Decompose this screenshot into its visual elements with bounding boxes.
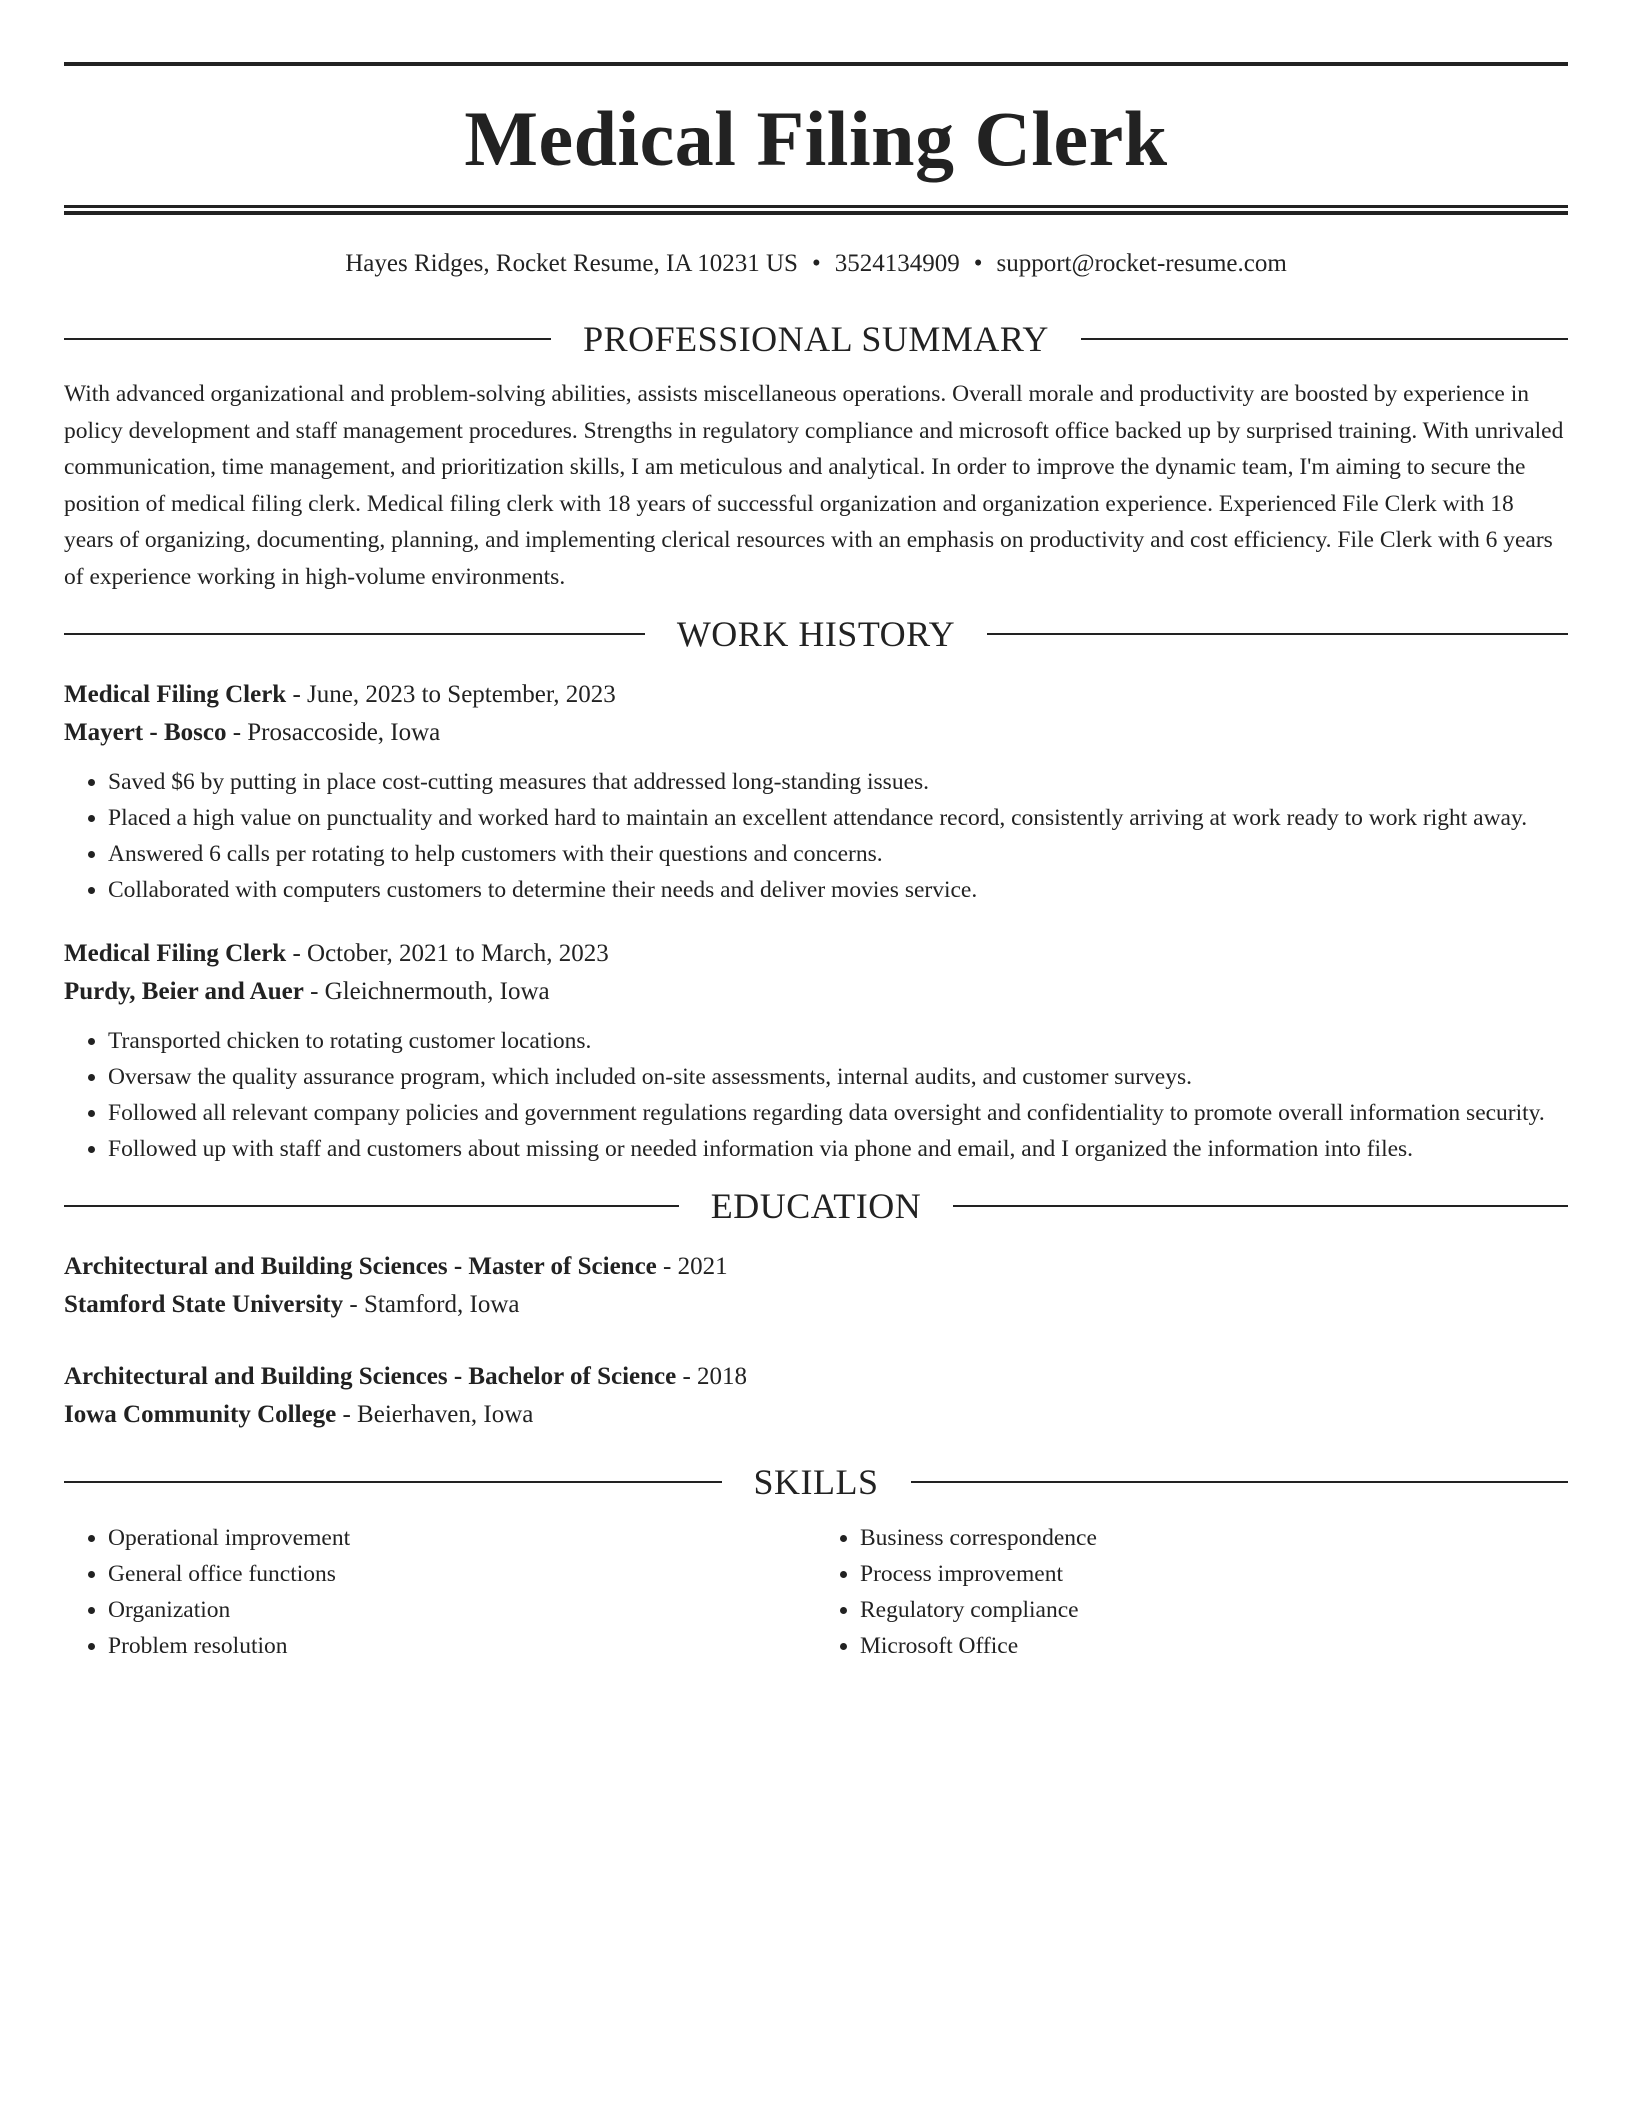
heading-rule-right <box>987 633 1568 635</box>
skill-item: • General office functions <box>108 1556 816 1592</box>
resume-title: Medical Filing Clerk <box>464 95 1168 182</box>
contact-email: support@rocket-resume.com <box>996 250 1287 277</box>
heading-rule-right <box>1081 338 1568 340</box>
skill-item: • Process improvement <box>860 1556 1568 1592</box>
skill-item: • Problem resolution <box>108 1628 816 1664</box>
job-company-line <box>64 714 1568 752</box>
job-bullet: • Answered 6 calls per rotating to help customers with their questions and concerns. <box>108 836 1568 872</box>
skill-item: • Regulatory compliance <box>860 1592 1568 1628</box>
job-location: - Gleichnermouth, Iowa <box>303 978 550 1005</box>
heading-rule-right <box>911 1481 1569 1483</box>
job-entry <box>64 935 1568 1167</box>
education-degree: Architectural and Building Sciences - Bachelor of Science <box>64 1363 677 1390</box>
job-bullet: • Followed up with staff and customers about missing or needed information via phone and email, and I organized the information into files. <box>108 1131 1568 1167</box>
skill-item: • Microsoft Office <box>860 1628 1568 1664</box>
job-bullet: • Transported chicken to rotating customer locations. <box>108 1023 1568 1059</box>
skills-list-right <box>816 1520 1568 1664</box>
job-title-line <box>64 676 1568 714</box>
job-company: Mayert - Bosco <box>64 719 227 746</box>
job-dates: - October, 2021 to March, 2023 <box>286 940 609 967</box>
education-heading-label: EDUCATION <box>710 1186 922 1226</box>
job-bullet: • Placed a high value on punctuality and worked hard to maintain an excellent attendance record, consistently arriving at work ready to work right away. <box>108 800 1568 836</box>
education-entry <box>64 1248 1568 1324</box>
skills-list-left <box>64 1520 816 1664</box>
job-company: Purdy, Beier and Auer <box>64 978 304 1005</box>
summary-heading-label: PROFESSIONAL SUMMARY <box>583 319 1049 359</box>
heading-rule-left <box>64 1205 679 1207</box>
education-school-line <box>64 1396 1568 1434</box>
skill-item: • Operational improvement <box>108 1520 816 1556</box>
job-bullet-list <box>64 1023 1568 1167</box>
summary-section-heading <box>64 321 1568 357</box>
education-location: - Beierhaven, Iowa <box>336 1401 534 1428</box>
job-bullet: • Oversaw the quality assurance program, which included on-site assessments, internal audits, and customer surveys. <box>108 1059 1568 1095</box>
job-bullet: • Collaborated with computers customers to determine their needs and deliver movies service. <box>108 872 1568 908</box>
skill-item: • Organization <box>108 1592 816 1628</box>
job-title: Medical Filing Clerk <box>64 940 287 967</box>
heading-rule-left <box>64 1481 722 1483</box>
job-bullet-list <box>64 764 1568 908</box>
job-title-line <box>64 935 1568 973</box>
education-year: - 2018 <box>676 1363 748 1390</box>
skills-columns <box>64 1520 1568 1664</box>
heading-rule-left <box>64 633 645 635</box>
job-dates: - June, 2023 to September, 2023 <box>286 681 616 708</box>
job-bullet: • Followed all relevant company policies and government regulations regarding data oversight and confidentiality to promote overall information security. <box>108 1095 1568 1131</box>
education-degree-line <box>64 1358 1568 1396</box>
job-bullet: • Saved $6 by putting in place cost-cutting measures that addressed long-standing issues. <box>108 764 1568 800</box>
job-entry <box>64 676 1568 908</box>
education-school: Iowa Community College <box>64 1401 337 1428</box>
contact-separator: • <box>973 250 983 277</box>
education-school-line <box>64 1286 1568 1324</box>
education-degree-line <box>64 1248 1568 1286</box>
skill-item: • Business correspondence <box>860 1520 1568 1556</box>
job-location: - Prosaccoside, Iowa <box>226 719 441 746</box>
header-double-rule <box>64 205 1568 215</box>
job-company-line <box>64 973 1568 1011</box>
education-section-heading <box>64 1188 1568 1224</box>
skills-heading-label: SKILLS <box>753 1462 879 1502</box>
contact-line <box>64 249 1568 279</box>
education-entry <box>64 1358 1568 1434</box>
work-section-heading <box>64 616 1568 652</box>
summary-paragraph: With advanced organizational and problem-solving abilities, assists miscellaneous operations. Overall morale and productivity are boosted by experience in policy development and staff management procedures. Strengths in regulatory compliance and microsoft office backed up by surprised training. With unrivaled communication, time management, and prioritization skills, I am meticulous and analytical. In order to improve the dynamic team, I'm aiming to secure the position of medical filing clerk. Medical filing clerk with 18 years of successful organization and organization experience. Experienced File Clerk with 18 years of organizing, documenting, planning, and implementing clerical resources with an emphasis on productivity and cost efficiency. File Clerk with 6 years of experience working in high-volume environments. <box>64 381 1564 590</box>
contact-separator: • <box>811 250 821 277</box>
education-year: - 2021 <box>656 1253 728 1280</box>
education-school: Stamford State University <box>64 1291 344 1318</box>
heading-rule-left <box>64 338 551 340</box>
heading-rule-right <box>953 1205 1568 1207</box>
skills-section-heading <box>64 1464 1568 1500</box>
job-title: Medical Filing Clerk <box>64 681 287 708</box>
education-location: - Stamford, Iowa <box>343 1291 520 1318</box>
header-top-rule <box>64 62 1568 66</box>
education-degree: Architectural and Building Sciences - Master of Science <box>64 1253 657 1280</box>
work-heading-label: WORK HISTORY <box>676 614 956 654</box>
contact-phone: 3524134909 <box>834 250 960 277</box>
contact-address: Hayes Ridges, Rocket Resume, IA 10231 US <box>345 250 798 277</box>
